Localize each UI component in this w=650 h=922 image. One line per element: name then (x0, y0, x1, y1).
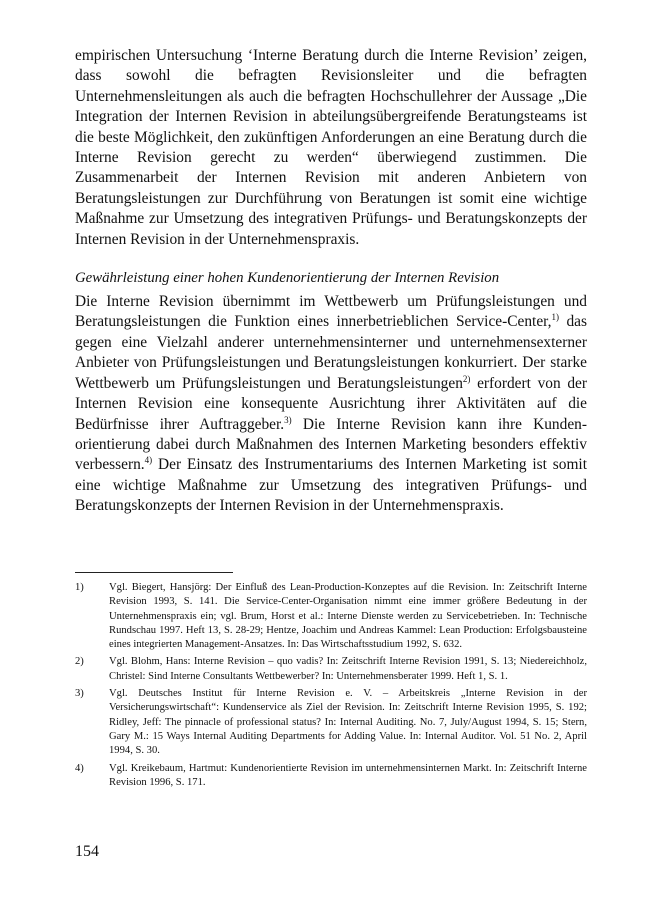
footnote-text: Vgl. Blohm, Hans: Interne Revision – quo vadis? In: Zeitschrift Interne Revision 1991, S. 13; Niedereichholz, Christel: Sind Interne Consultants Wettbewerber? In: Unternehmensberater 1999. Heft 1, S. 1. (109, 656, 587, 682)
footnote-number: 1) (75, 582, 84, 593)
paragraph-2 (75, 292, 587, 516)
main-text (75, 46, 587, 517)
footnote-ref-3[interactable]: 3) (284, 414, 292, 425)
footnote-separator (75, 572, 233, 573)
page-number: 154 (75, 843, 99, 860)
footnote-text: Vgl. Kreikebaum, Hartmut: Kundenorientierte Revision im unternehmensinternen Markt. In: Zeitschrift Interne Revision 1996, S. 171. (109, 762, 587, 788)
paragraph-2-part-b: das gegen eine Vielzahl anderer unternehmensinterner und unternehmensexterner Anbieter von Prüfungsleistungen und Beratungsleistungen konkurriert. Der starke Wettbewerb um Prüfungsleistungen und Beratungsleistungen (75, 313, 587, 392)
footnote-ref-2[interactable]: 2) (462, 373, 471, 384)
footnote-number: 2) (75, 656, 84, 668)
footnote-item (75, 581, 587, 652)
footnote-item (75, 655, 587, 684)
paragraph-2-part-e: Der Einsatz des Instrumentariums des Internen Marketing ist somit eine wichtige Maßnahme zur Umsetzung des integrativen Prüfungs- und Beratungskonzepts der Internen Revision in der Unternehmenspraxis. (75, 456, 587, 515)
footnote-number: 3) (75, 688, 84, 700)
footnote-item (75, 762, 587, 791)
footnote-item (75, 687, 587, 758)
paragraph-1: empirischen Untersuchung ‘Interne Beratung durch die Interne Revision’ zeigen, dass sowohl die befragten Revisionsleiter und die befragten Unternehmensleitungen als auch die befragten Hochschullehrer der Aussage „Die Integration der Internen Revision in abteilungsübergreifende Beratungsteams ist die beste Möglichkeit, den zukünftigen Anforderungen an eine Beratung durch die Interne Revision gerecht zu werden“ überwiegend zustimmen. Die Zusammenarbeit der Internen Revision mit anderen Anbietern von Beratungsleistungen zur Durchführung von Beratungen ist somit eine wichtige Maßnahme zur Umsetzung des integrativen Prüfungs- und Beratungskonzepts der Internen Revision in der Unternehmenspraxis. (75, 47, 587, 248)
paragraph-2-part-a: Die Interne Revision übernimmt im Wettbewerb um Prüfungsleistungen und Beratungsleistungen die Funktion eines innerbetrieblichen Service-Center, (75, 293, 587, 331)
paragraph-2-part-d: Die Interne Revision kann ihre Kundenorientierung dabei durch Maßnahmen des Internen Marketing besonders effektiv verbessern. (75, 415, 587, 474)
footnote-ref-4[interactable]: 4) (144, 455, 153, 466)
footnotes (75, 581, 587, 793)
footnote-text: Vgl. Biegert, Hansjörg: Der Einfluß des Lean-Production-Konzeptes auf die Revision. In: Zeitschrift Interne Revision 1993, S. 141. Die Service-Center-Organisation nimmt eine immer größere Bedeutung in der Unternehmenspraxis ein; vgl. Brum, Horst et al.: Interne Dienste werden zu Servicebetrieben. In: Technische Rundschau 1997. Heft 13, S. 28-29; Hentze, Joachim und Andreas Kammel: Lean Production: Erfolgsbausteine eines integrierten Management-Ansatzes. In: Das Wirtschaftsstudium 1992, S. 632. (109, 582, 587, 651)
footnote-ref-1[interactable]: 1) (551, 312, 560, 323)
footnote-number: 4) (75, 762, 84, 774)
section-heading: Gewährleistung einer hohen Kundenorientierung der Internen Revision (75, 270, 500, 287)
footnote-text: Vgl. Deutsches Institut für Interne Revision e. V. – Arbeitskreis „Interne Revision in der Versicherungswirtschaft“: Kundenservice als Ziel der Revision. In: Zeitschrift Interne Revision 1995, S. 192; Ridley, Jeff: The pinnacle of professional status? In: Internal Auditing. No. 7, July/August 1994, S. 15; Stern, Gary M.: 15 Ways Internal Auditing Departments for Adding Value. In: Internal Auditor. Vol. 51 No. 2, April 1994, S. 30. (109, 688, 587, 757)
paragraph-2-part-c: erfordert von der Internen Revision eine konsequente Ausrichtung ihrer Aktivitäten auf die Bedürfnisse ihrer Auftraggeber. (75, 374, 587, 433)
